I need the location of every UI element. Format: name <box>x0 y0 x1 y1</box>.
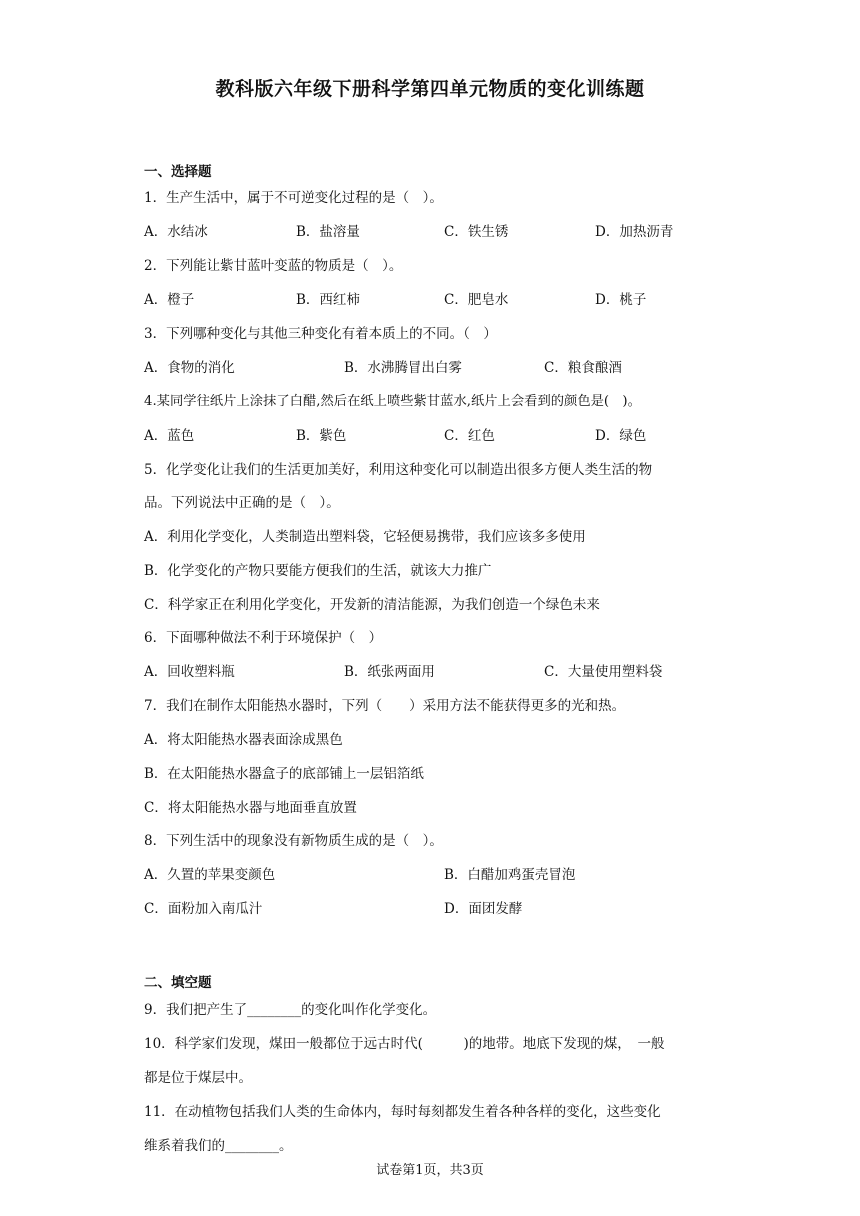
q8-option-d: D．面团发酵 <box>444 901 523 917</box>
q3-option-c: C．粮食酿酒 <box>544 360 622 376</box>
question-10-line1: 10．科学家们发现，煤田一般都位于远古时代( )的地带。地底下发现的煤， 一般 <box>144 1036 665 1052</box>
question-11-line1: 11．在动植物包括我们人类的生命体内，每时每刻都发生着各种各样的变化，这些变化 <box>144 1104 661 1120</box>
question-9-stem: 9．我们把产生了________的变化叫作化学变化。 <box>144 1002 437 1018</box>
question-4-stem: 4.某同学往纸片上涂抹了白醋,然后在纸上喷些紫甘蓝水,纸片上会看到的颜色是( )。 <box>144 394 641 409</box>
q1-option-b: B．盐溶量 <box>296 224 360 240</box>
page-footer: 试卷第1页，共3页 <box>376 1163 484 1178</box>
question-8-stem: 8．下列生活中的现象没有新物质生成的是（ ）。 <box>144 833 443 849</box>
q7-option-a: A．将太阳能热水器表面涂成黑色 <box>144 732 343 748</box>
q6-option-b: B．纸张两面用 <box>344 664 435 680</box>
question-3-stem: 3．下列哪种变化与其他三种变化有着本质上的不同。（ ） <box>144 326 497 342</box>
section-heading-fill: 二、填空题 <box>144 975 212 991</box>
q7-option-b: B．在太阳能热水器盒子的底部铺上一层铝箔纸 <box>144 766 424 782</box>
q6-option-c: C．大量使用塑料袋 <box>544 664 663 680</box>
question-7-stem: 7．我们在制作太阳能热水器时，下列（ ）采用方法不能获得更多的光和热。 <box>144 698 626 714</box>
q6-option-a: A．回收塑料瓶 <box>144 664 235 680</box>
q4-option-b: B．紫色 <box>296 428 347 444</box>
q5-option-c: C．科学家正在利用化学变化，开发新的清洁能源，为我们创造一个绿色未来 <box>144 597 600 613</box>
q4-option-a: A．蓝色 <box>144 428 195 444</box>
q1-option-a: A．水结冰 <box>144 224 208 240</box>
q8-option-b: B．白醋加鸡蛋壳冒泡 <box>444 867 576 883</box>
q1-option-c: C．铁生锈 <box>444 224 509 240</box>
q2-option-c: C．肥皂水 <box>444 292 509 308</box>
q5-option-b: B．化学变化的产物只要能方便我们的生活，就该大力推广 <box>144 563 492 579</box>
q3-option-a: A．食物的消化 <box>144 360 235 376</box>
q5-option-a: A．利用化学变化，人类制造出塑料袋，它轻便易携带，我们应该多多使用 <box>144 529 586 545</box>
question-2-stem: 2．下列能让紫甘蓝叶变蓝的物质是（ ）。 <box>144 258 403 274</box>
q2-option-b: B．西红柿 <box>296 292 360 308</box>
q4-option-c: C．红色 <box>444 428 495 444</box>
question-5-stem-line2: 品。下列说法中正确的是（ ）。 <box>144 495 340 511</box>
question-5-stem-line1: 5．化学变化让我们的生活更加美好，利用这种变化可以制造出很多方便人类生活的物 <box>144 462 653 478</box>
q3-option-b: B．水沸腾冒出白雾 <box>344 360 462 376</box>
q4-option-d: D．绿色 <box>595 428 647 444</box>
q1-option-d: D．加热沥青 <box>595 224 674 240</box>
question-6-stem: 6．下面哪种做法不利于环境保护（ ） <box>144 630 383 646</box>
q7-option-c: C．将太阳能热水器与地面垂直放置 <box>144 800 357 816</box>
q8-option-c: C．面粉加入南瓜汁 <box>144 901 263 917</box>
question-1-stem: 1．生产生活中，属于不可逆变化过程的是（ ）。 <box>144 190 443 206</box>
q8-option-a: A．久置的苹果变颜色 <box>144 867 276 883</box>
page-title: 教科版六年级下册科学第四单元物质的变化训练题 <box>215 78 645 100</box>
section-heading-choice: 一、选择题 <box>144 164 212 180</box>
q2-option-d: D．桃子 <box>595 292 647 308</box>
q2-option-a: A．橙子 <box>144 292 195 308</box>
question-11-line2: 维系着我们的________。 <box>144 1138 293 1154</box>
question-10-line2: 都是位于煤层中。 <box>144 1070 252 1086</box>
